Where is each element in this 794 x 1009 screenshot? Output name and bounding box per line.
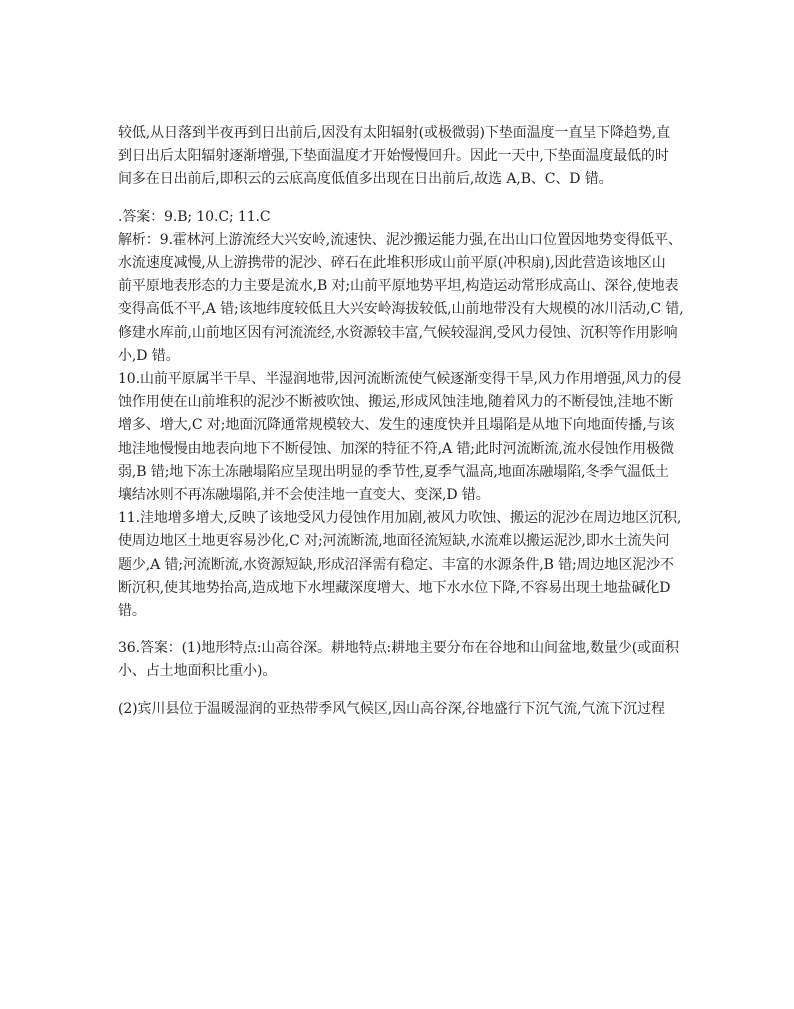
text-line: 水流速度减慢,从上游携带的泥沙、碎石在此堆积形成山前平原(冲积扇),因此营造该地区山 <box>118 255 666 272</box>
text-line: 修建水库前,山前地区因有河流流经,水资源较丰富,气候较湿润,受风力侵蚀、沉积等作用影响 <box>118 324 678 341</box>
answer-line: 36.答案：(1)地形特点:山高谷深。耕地特点:耕地主要分布在谷地和山间盆地,数量少(或面积 <box>118 640 679 657</box>
text-line: 壤结冰则不再冻融塌陷,并不会使洼地一直变大、变深,D 错。 <box>118 487 490 504</box>
text-line: 间多在日出前后,即积云的云底高度低值多出现在日出前后,故选 A,B、C、D 错。 <box>118 171 613 188</box>
text-line: 小、占土地面积比重小)。 <box>118 663 277 680</box>
text-line: 弱,B 错;地下冻土冻融塌陷应呈现出明显的季节性,夏季气温高,地面冻融塌陷,冬季气温低土 <box>118 463 669 480</box>
text-line: 11.洼地增多增大,反映了该地受风力侵蚀作用加剧,被风力吹蚀、搬运的泥沙在周边地区沉积, <box>118 510 682 527</box>
paragraph-block-4 <box>118 698 680 721</box>
text-line: 较低,从日落到半夜再到日出前后,因没有太阳辐射(或极微弱)下垫面温度一直呈下降趋势,直 <box>118 125 670 141</box>
text-line: 到日出后太阳辐射逐渐增强,下垫面温度才开始慢慢回升。因此一天中,下垫面温度最低的时 <box>118 148 669 165</box>
text-line: 蚀作用使在山前堆积的泥沙不断被吹蚀、搬运,形成风蚀洼地,随着风力的不断侵蚀,洼地不断 <box>118 394 674 411</box>
paragraph-block-1 <box>118 122 680 192</box>
answer-line: .答案：9.B; 10.C; 11.C <box>118 208 271 225</box>
text-line: 断沉积,使其地势抬高,造成地下水埋藏深度增大、地下水水位下降,不容易出现土地盐碱化D <box>118 579 671 596</box>
text-line: 10.山前平原属半干旱、半湿润地带,因河流断流使气候逐渐变得干旱,风力作用增强,风力的侵 <box>118 371 682 388</box>
text-line: 使周边地区土地更容易沙化,C 对;河流断流,地面径流短缺,水流难以搬运泥沙,即水土流失问 <box>118 533 670 550</box>
text-line: 题少,A 错;河流断流,水资源短缺,形成沼泽需有稳定、丰富的水源条件,B 错;周边地区泥沙不 <box>118 556 674 573</box>
text-line: 小,D 错。 <box>118 347 180 364</box>
text-line: (2)宾川县位于温暖湿润的亚热带季风气候区,因山高谷深,谷地盛行下沉气流,气流下沉过程 <box>118 700 665 717</box>
text-line: 地洼地慢慢由地表向地下不断侵蚀、加深的特征不符,A 错;此时河流断流,流水侵蚀作用极微 <box>118 440 674 457</box>
document-page <box>118 122 684 721</box>
text-line: 前平原地表形态的力主要是流水,B 对;山前平原地势平坦,构造运动常形成高山、深谷,使地表 <box>118 278 679 295</box>
text-line: 错。 <box>118 603 146 620</box>
text-line: 增多、增大,C 对;地面沉降通常规模较大、发生的速度快并且塌陷是从地下向地面传播,与该 <box>118 417 675 434</box>
paragraph-block-2 <box>118 206 684 624</box>
text-line: 解析：9.霍林河上游流经大兴安岭,流速快、泥沙搬运能力强,在出山口位置因地势变得低平、 <box>118 231 682 248</box>
text-line: 变得高低不平,A 错;该地纬度较低且大兴安岭海拔较低,山前地带没有大规模的冰川活动,C 错, <box>118 301 684 318</box>
paragraph-block-3 <box>118 637 680 683</box>
